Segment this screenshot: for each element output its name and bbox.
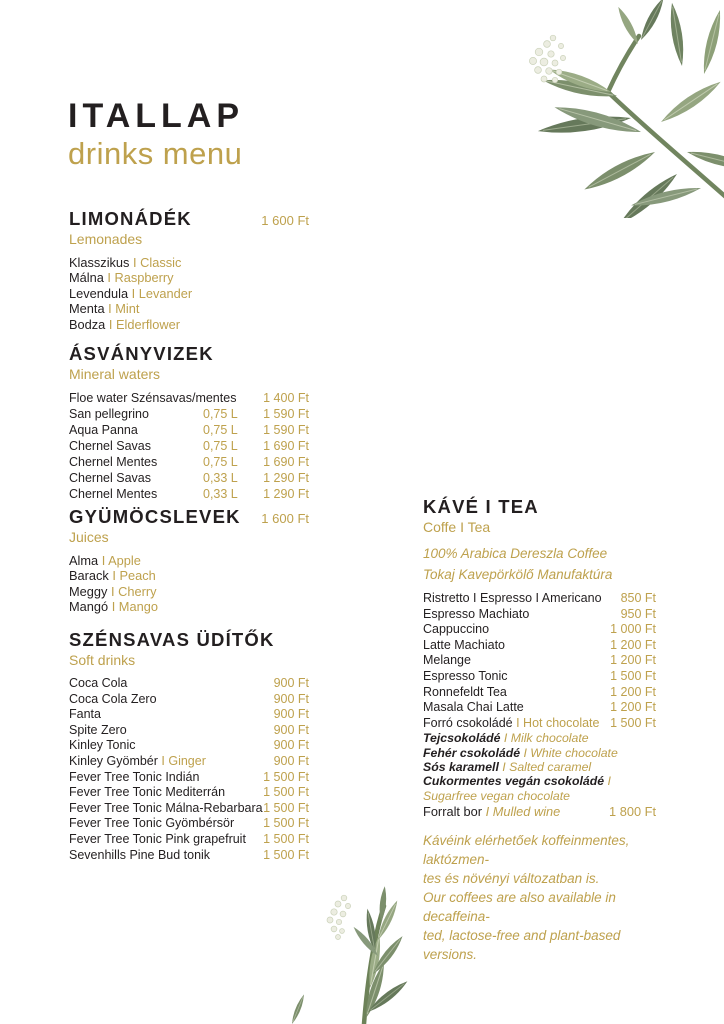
note-line: 100% Arabica Dereszla Coffee — [423, 546, 608, 561]
section-price: 1 600 Ft — [261, 213, 309, 228]
brand-header — [68, 98, 244, 171]
item-name: Chernel Mentes — [69, 487, 158, 501]
item-price: 850 Ft — [620, 591, 656, 605]
branch-illustration — [489, 0, 724, 218]
variant-name-en: Sugarfree vegan chocolate — [423, 788, 570, 803]
section-title: GYÜMÖCSLEVEK — [69, 506, 241, 527]
item-name-en: I Mango — [108, 599, 158, 615]
coffee-origin-note — [423, 543, 656, 585]
item-price: 1 200 Ft — [610, 653, 656, 668]
item-price: 900 Ft — [273, 753, 309, 768]
item-name-hu: Meggy — [69, 583, 108, 599]
item-price: 1 500 Ft — [263, 816, 309, 831]
item-name: Latte Machiato — [423, 637, 505, 652]
menu-item-row — [69, 422, 309, 438]
item-price: 900 Ft — [273, 676, 309, 690]
section-subtitle: Coffe I Tea — [423, 519, 491, 535]
item-name: Espresso Tonic — [423, 668, 508, 683]
item-name: Aqua Panna — [69, 423, 138, 437]
item-price: 1 200 Ft — [610, 684, 656, 699]
section-title: KÁVÉ I TEA — [423, 496, 539, 517]
menu-item-row — [69, 723, 309, 739]
section-subtitle: Mineral waters — [69, 366, 161, 382]
soft-drinks-items — [69, 676, 309, 863]
menu-item-row — [69, 286, 309, 301]
mulled-wine-row — [423, 804, 656, 820]
variant-name-hu: Sós karamell — [423, 759, 499, 774]
section-header — [69, 630, 309, 650]
item-name-hu: Klasszikus — [69, 255, 130, 270]
item-price: 900 Ft — [273, 707, 309, 722]
chocolate-variant-row — [423, 789, 656, 803]
menu-item-row — [69, 255, 309, 270]
item-name: San pellegrino — [69, 407, 149, 421]
item-price: 900 Ft — [273, 738, 309, 753]
item-name: Fanta — [69, 707, 101, 722]
menu-item-row — [69, 754, 309, 770]
item-price: 1 590 Ft — [263, 407, 309, 421]
menu-item-row — [69, 599, 309, 614]
section-title: ÁSVÁNYVIZEK — [69, 343, 214, 364]
item-price: 1 500 Ft — [263, 831, 309, 846]
section-subtitle: Soft drinks — [69, 652, 136, 668]
section-header — [69, 209, 309, 229]
chocolate-variant-row — [423, 746, 656, 760]
menu-item-row — [69, 568, 309, 583]
item-price: 1 400 Ft — [263, 391, 309, 405]
section-header — [423, 497, 656, 517]
menu-item-row — [423, 669, 656, 685]
menu-item-row — [423, 638, 656, 654]
item-name: Fever Tree Tonic Indián — [69, 769, 200, 784]
menu-item-row — [69, 707, 309, 723]
chocolate-variants — [423, 731, 656, 802]
item-name: Ronnefeldt Tea — [423, 684, 507, 699]
item-name: Melange — [423, 653, 471, 668]
menu-item-row — [423, 591, 656, 607]
note-line: Tokaj Kavepörkölő Manufaktúra — [423, 567, 613, 582]
item-name: Fever Tree Tonic Mediterrán — [69, 785, 226, 800]
section-soft-drinks — [69, 630, 309, 863]
item-name: Masala Chai Latte — [423, 700, 524, 715]
footer-line: ted, lactose-free and plant-based versions. — [423, 927, 621, 962]
variant-name-hu: Fehér csokoládé — [423, 745, 521, 760]
menu-item-row — [69, 848, 309, 864]
item-name-en: I Peach — [108, 568, 156, 584]
footer-line: tes és növényi változatban is. — [423, 870, 600, 886]
item-price: 1 000 Ft — [610, 622, 656, 637]
menu-item-row — [69, 553, 309, 568]
section-subtitle: Juices — [69, 529, 109, 545]
item-price: 900 Ft — [273, 691, 309, 706]
item-name-en: I Ginger — [157, 753, 206, 768]
item-name: Forralt bor I Mulled wine — [423, 803, 561, 819]
item-name-en: I Apple — [98, 553, 141, 568]
footer-line: Our coffees are also available in decaffeina- — [423, 889, 616, 924]
item-name: Forró csokoládé I Hot chocolate — [423, 715, 600, 730]
item-size: 0,33 L — [203, 487, 238, 501]
item-name: Sevenhills Pine Bud tonik — [69, 847, 211, 862]
footer-line: Kávéink elérhetőek koffeinmentes, laktózmen- — [423, 832, 630, 867]
section-subtitle: Lemonades — [69, 231, 143, 247]
item-name-en: I Cherry — [107, 583, 157, 599]
variant-name-hu: Cukormentes vegán csokoládé — [423, 774, 605, 789]
menu-item-row — [69, 454, 309, 470]
item-name: Fever Tree Tonic Gyömbérsör — [69, 816, 235, 831]
item-name: Espresso Machiato — [423, 606, 530, 621]
item-name-en: I Raspberry — [103, 270, 174, 286]
item-size: 0,75 L — [203, 455, 238, 469]
section-mineral-waters — [69, 344, 309, 502]
menu-item-row — [69, 470, 309, 486]
variant-name-hu: Tejcsokoládé — [423, 731, 501, 746]
branch-leaves — [537, 0, 724, 218]
item-price: 1 500 Ft — [263, 769, 309, 784]
item-size: 0,33 L — [203, 471, 238, 485]
plant-illustration — [278, 886, 423, 1024]
mineral-waters-items — [69, 390, 309, 502]
item-price: 1 290 Ft — [263, 471, 309, 485]
item-name-hu: Málna — [69, 270, 104, 286]
chocolate-variant-row — [423, 774, 656, 788]
menu-item-row — [69, 676, 309, 692]
menu-item-row — [69, 317, 309, 332]
item-name-en: I Classic — [129, 255, 182, 270]
item-name: Fever Tree Tonic Málna-Rebarbara — [69, 800, 263, 815]
section-title: LIMONÁDÉK — [69, 208, 192, 229]
item-price: 1 500 Ft — [610, 715, 656, 730]
flower-cluster — [327, 895, 351, 939]
menu-item-row — [69, 801, 309, 817]
page-title: ITALLAP — [68, 97, 245, 135]
section-coffee-tea — [423, 497, 656, 964]
item-price: 1 200 Ft — [610, 637, 656, 652]
menu-item-row — [69, 301, 309, 316]
item-name-en: I Mulled wine — [482, 803, 561, 819]
variant-name-en: I Salted caramel — [498, 759, 592, 774]
menu-item-row — [69, 270, 309, 285]
item-name-hu: Barack — [69, 568, 109, 584]
chocolate-variant-row — [423, 760, 656, 774]
menu-item-row — [423, 607, 656, 623]
item-price: 1 500 Ft — [263, 800, 309, 815]
item-price: 1 500 Ft — [610, 668, 656, 683]
item-name: Spite Zero — [69, 722, 127, 737]
item-name-hu: Menta — [69, 301, 105, 317]
item-price: 900 Ft — [273, 722, 309, 737]
item-size: 0,75 L — [203, 423, 238, 437]
item-name: Chernel Mentes — [69, 455, 158, 469]
item-price: 1 590 Ft — [263, 423, 309, 437]
menu-item-row — [423, 685, 656, 701]
item-name: Chernel Savas — [69, 439, 151, 453]
section-price: 1 600 Ft — [261, 511, 309, 526]
item-price: 1 500 Ft — [263, 847, 309, 862]
item-name: Fever Tree Tonic Pink grapefruit — [69, 831, 246, 846]
item-price: 1 500 Ft — [263, 785, 309, 800]
menu-item-row — [69, 738, 309, 754]
menu-item-row — [69, 438, 309, 454]
menu-item-row — [69, 785, 309, 801]
item-name-en: I Mint — [104, 301, 140, 317]
menu-item-row — [69, 584, 309, 599]
item-name: Kinley Gyömbér I Ginger — [69, 753, 206, 768]
item-price: 950 Ft — [620, 606, 656, 621]
item-name: Ristretto I Espresso I Americano — [423, 591, 602, 605]
menu-item-row — [69, 390, 309, 406]
item-name: Chernel Savas — [69, 471, 151, 485]
menu-item-row — [423, 622, 656, 638]
menu-item-row — [69, 832, 309, 848]
coffee-tea-items — [423, 591, 656, 731]
section-title: SZÉNSAVAS ÜDÍTŐK — [69, 629, 275, 650]
item-name: Cappuccino — [423, 622, 490, 637]
item-name-en: I Hot chocolate — [512, 715, 600, 730]
item-price: 1 800 Ft — [609, 803, 656, 819]
menu-item-row — [69, 770, 309, 786]
item-name: Coca Cola Zero — [69, 691, 157, 706]
lemonades-items — [69, 255, 309, 332]
menu-item-row — [69, 406, 309, 422]
item-name-hu: Mangó — [69, 599, 109, 615]
item-price: 1 690 Ft — [263, 455, 309, 469]
item-name-hu: Bodza — [69, 316, 106, 332]
menu-item-row — [69, 486, 309, 502]
item-name-hu: Levendula — [69, 285, 129, 301]
item-size: 0,75 L — [203, 439, 238, 453]
coffee-availability-note — [423, 831, 656, 964]
item-name: Floe water Szénsavas/mentes — [69, 391, 237, 405]
separator: I — [604, 774, 611, 789]
item-price: 1 690 Ft — [263, 439, 309, 453]
item-name: Kinley Tonic — [69, 738, 136, 753]
section-juices — [69, 507, 309, 615]
item-name-hu: Alma — [69, 553, 99, 568]
item-price: 1 200 Ft — [610, 700, 656, 715]
menu-item-row — [69, 692, 309, 708]
item-size: 0,75 L — [203, 407, 238, 421]
item-price: 1 290 Ft — [263, 487, 309, 501]
section-header — [69, 344, 309, 364]
section-lemonades — [69, 209, 309, 332]
menu-item-row — [69, 816, 309, 832]
menu-item-row — [423, 700, 656, 716]
menu-item-row — [423, 716, 656, 732]
menu-item-row — [423, 653, 656, 669]
item-name-en: I Levander — [128, 285, 193, 301]
chocolate-variant-row — [423, 731, 656, 745]
variant-name-en: I White chocolate — [520, 745, 618, 760]
item-name: Coca Cola — [69, 676, 128, 690]
section-header — [69, 507, 309, 527]
juices-items — [69, 553, 309, 615]
page-subtitle: drinks menu — [68, 135, 243, 171]
item-name-en: I Elderflower — [105, 316, 180, 332]
variant-name-en: I Milk chocolate — [500, 731, 589, 746]
